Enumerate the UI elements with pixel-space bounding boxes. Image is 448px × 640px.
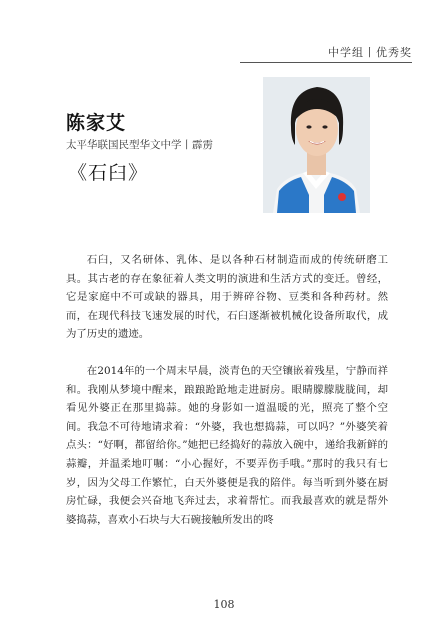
category-divider	[240, 62, 412, 63]
paragraph-text: 石臼，又名研体、乳体、是以各种石材制造而成的传统研磨工具。其古老的存在象征着人类文明的演进和生活方式的变迁。曾经，它是家庭中不可或缺的器具，用于辨碎谷物、豆类和各种药材。然而，在现代科技飞速发展的时代，石臼逐渐被机械化设备所取代，成为了历史的遗迹。	[66, 254, 388, 341]
portrait-image	[263, 77, 370, 213]
school-line: 太平华联国民型华文中学丨霹雳	[66, 139, 213, 151]
page-number: 108	[213, 598, 235, 611]
category-label: 中学组丨优秀奖	[328, 46, 412, 59]
essay-paragraph-1	[66, 251, 388, 344]
author-name: 陈家艾	[66, 112, 127, 134]
essay-title: 《石臼》	[68, 162, 149, 184]
author-photo	[263, 77, 370, 213]
paragraph-text: 在2014年的一个周末早晨，淡青色的天空镶嵌着残星，宁静而祥和。我刚从梦境中醒来，踉踉跄跄地走进厨房。眼睛朦朦胧胧间，却看见外婆正在那里捣蒜。她的身影如一道温暖的光，照亮了整个空间。我急不可待地请求着：“外婆，我也想捣蒜，可以吗？”外婆笑着点头：“好啊，都留给你。”她把已经捣好的蒜放入碗中，递给我新鲜的蒜瓣，并温柔地叮嘱：“小心握好，不要弄伤手哦。”那时的我只有七岁，因为父母工作繁忙，白天外婆便是我的陪伴。每当听到外婆在厨房忙碌，我便会兴奋地飞奔过去，求着帮忙。而我最喜欢的就是帮外婆捣蒜，喜欢小石块与大石碗接触所发出的咚	[66, 365, 388, 526]
essay-paragraph-2	[66, 362, 388, 529]
